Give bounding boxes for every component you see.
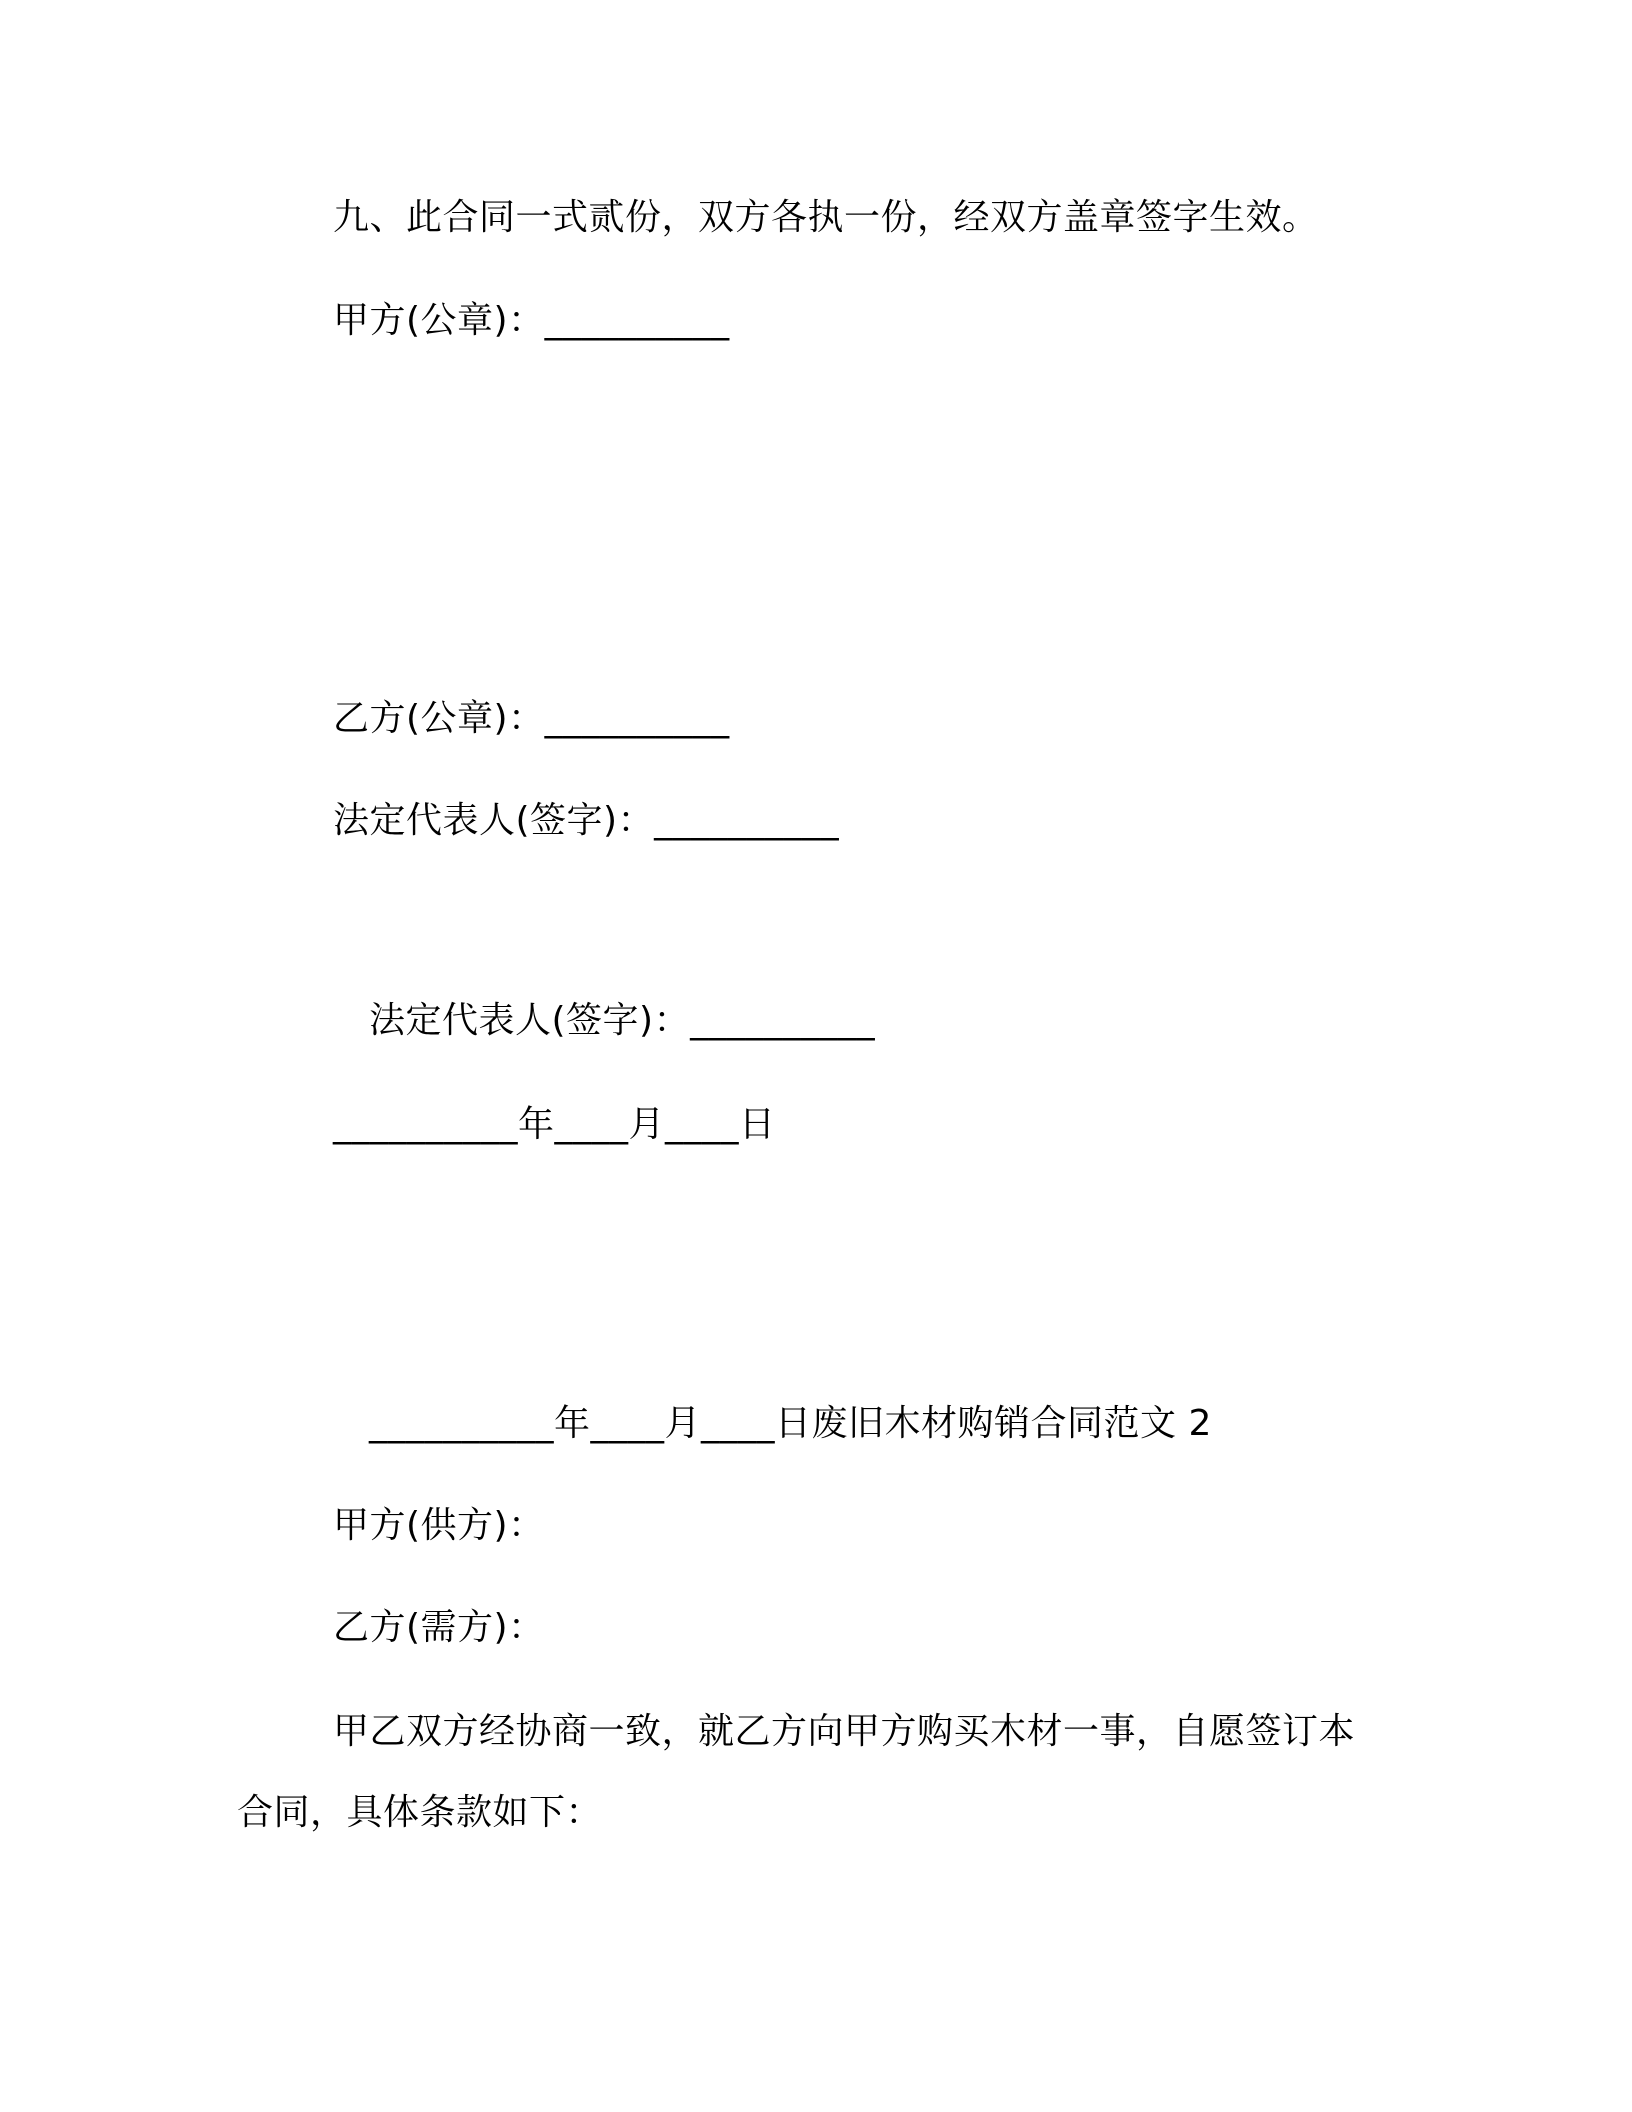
party-b-buyer-line: 乙方(需方)： [333,1607,545,1648]
legal-rep-signature-line-2: 法定代表人(签字)：__________ [369,1000,876,1041]
party-a-seal-line: 甲方(公章)：__________ [333,300,730,341]
party-a-supplier-line: 甲方(供方)： [333,1505,545,1546]
clause-nine: 九、此合同一式贰份，双方各执一份，经双方盖章签字生效。 [333,197,1319,238]
party-b-seal-line: 乙方(公章)：__________ [333,698,730,739]
date-line-with-title: __________年____月____日废旧木材购销合同范文 2 [369,1403,1212,1444]
intro-paragraph-line-2: 合同，具体条款如下： [237,1792,603,1833]
intro-paragraph-line-1: 甲乙双方经协商一致，就乙方向甲方购买木材一事，自愿签订本 [333,1711,1356,1752]
date-line-1: __________年____月____日 [333,1104,776,1145]
legal-rep-signature-line-1: 法定代表人(签字)：__________ [333,800,840,841]
